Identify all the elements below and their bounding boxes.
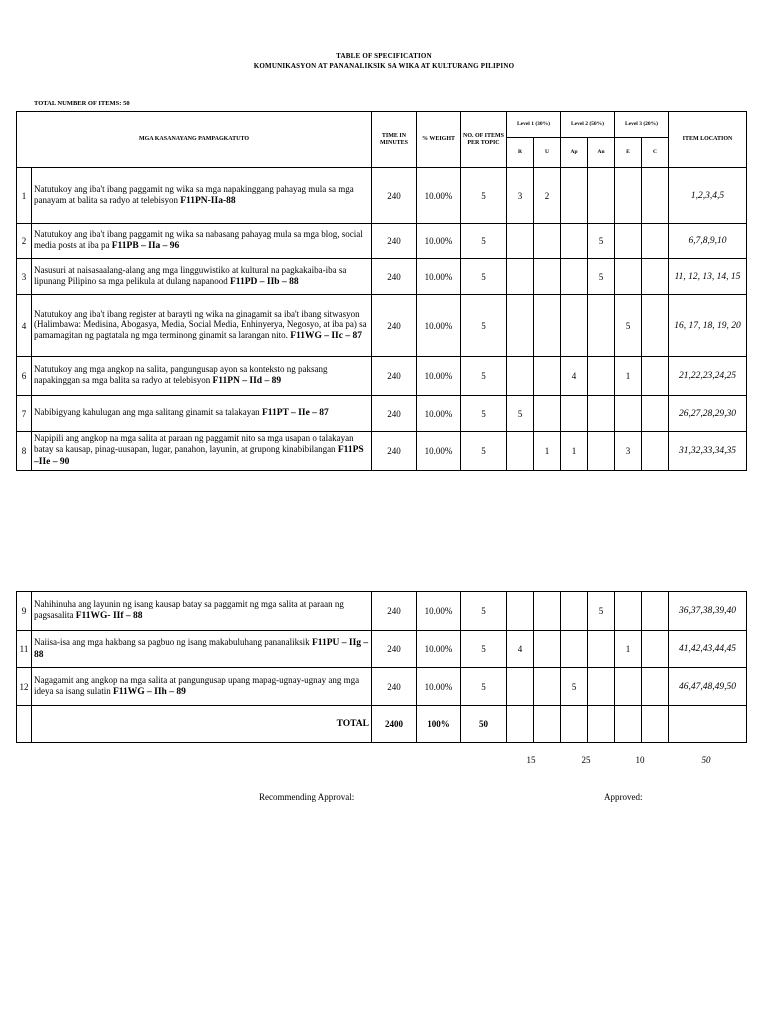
level-r-cell	[507, 295, 534, 357]
header-c: C	[642, 138, 669, 168]
level-c-cell	[642, 631, 669, 668]
competency-cell	[32, 295, 372, 357]
items-cell: 5	[461, 668, 507, 706]
items-cell: 5	[461, 357, 507, 396]
time-cell: 240	[372, 396, 417, 432]
level-e-cell	[615, 168, 642, 224]
competency-text: Nasusuri at naisasaalang-alang ang mga lingguwistiko at kultural na pagkakaiba-iba sa lipunang Pilipino sa mga pelikula at dulang napanood	[34, 264, 347, 286]
level-u-cell	[534, 592, 561, 631]
level-u-cell	[534, 631, 561, 668]
level-c-cell	[642, 168, 669, 224]
competency-code: F11WG- IIf – 88	[75, 611, 143, 622]
level-an-cell: 5	[588, 259, 615, 295]
weight-cell: 10.00%	[417, 396, 461, 432]
level-ap-cell	[561, 592, 588, 631]
competency-code: F11PT – IIe – 87	[261, 408, 329, 419]
items-cell: 5	[461, 295, 507, 357]
level-an-cell: 5	[588, 224, 615, 259]
items-cell: 5	[461, 631, 507, 668]
level-e-cell: 1	[615, 631, 642, 668]
total-number-of-items: TOTAL NUMBER OF ITEMS: 50	[34, 100, 130, 107]
level-ap-cell	[561, 295, 588, 357]
level-an-cell	[588, 396, 615, 432]
time-cell: 240	[372, 168, 417, 224]
level-ap-cell	[561, 168, 588, 224]
level-an-cell	[588, 168, 615, 224]
document-title: TABLE OF SPECIFICATION	[336, 52, 432, 60]
level-e-cell	[615, 224, 642, 259]
level-c-cell	[642, 224, 669, 259]
row-number: 1	[17, 168, 32, 224]
header-u: U	[534, 138, 561, 168]
row-number: 7	[17, 396, 32, 432]
total-label: TOTAL	[32, 706, 372, 743]
item-location-cell: 26,27,28,29,30	[669, 396, 747, 432]
table-row	[17, 295, 747, 357]
level-an-cell	[588, 432, 615, 471]
totals-row	[17, 706, 747, 743]
weight-cell: 10.00%	[417, 224, 461, 259]
weight-cell: 10.00%	[417, 432, 461, 471]
sum-total: 50	[701, 755, 711, 765]
row-number: 4	[17, 295, 32, 357]
level-c-cell	[642, 357, 669, 396]
competency-cell	[32, 357, 372, 396]
level-an-cell	[588, 668, 615, 706]
header-level2: Level 2 (50%)	[561, 112, 615, 138]
level-r-cell: 4	[507, 631, 534, 668]
weight-cell: 10.00%	[417, 631, 461, 668]
competency-code: F11PN – IId – 89	[212, 376, 282, 387]
table-row	[17, 168, 747, 224]
time-cell: 240	[372, 631, 417, 668]
time-cell: 240	[372, 259, 417, 295]
level-c-cell	[642, 592, 669, 631]
row-number: 12	[17, 668, 32, 706]
item-location-cell: 21,22,23,24,25	[669, 357, 747, 396]
sum-level3: 10	[635, 755, 645, 765]
competency-text: Natutukoy ang iba't ibang paggamit ng wika sa nabasang pahayag mula sa mga blog, social media posts at iba pa	[34, 229, 363, 251]
competency-cell	[32, 668, 372, 706]
level-c-cell	[642, 396, 669, 432]
level-e-cell: 1	[615, 357, 642, 396]
time-cell: 240	[372, 295, 417, 357]
sum-level1: 15	[526, 755, 536, 765]
competency-code: F11PS –IIe – 90	[34, 445, 364, 468]
total-time: 2400	[372, 706, 417, 743]
row-number: 2	[17, 224, 32, 259]
header-time: TIME IN MINUTES	[372, 112, 417, 168]
level-e-cell	[615, 668, 642, 706]
level-an-cell	[588, 631, 615, 668]
level-e-cell	[615, 396, 642, 432]
weight-cell: 10.00%	[417, 259, 461, 295]
competency-code: F11PN-IIa-88	[180, 195, 236, 206]
competency-code: F11PB – IIa – 96	[111, 241, 180, 252]
items-cell: 5	[461, 432, 507, 471]
item-location-cell: 6,7,8,9,10	[669, 224, 747, 259]
competency-cell	[32, 396, 372, 432]
competency-text: Nahihinuha ang layunin ng isang kausap batay sa paggamit ng mga salita at paraan ng pagsasalita	[34, 599, 344, 621]
weight-cell: 10.00%	[417, 295, 461, 357]
competency-text: Napipili ang angkop na mga salita at paraan ng paggamit nito sa mga usapan o talakayan batay sa kausap, pinag-uusapan, lugar, panahon, layunin, at grupong kinabibilangan	[34, 433, 354, 454]
weight-cell: 10.00%	[417, 592, 461, 631]
approved-label: Approved:	[604, 792, 643, 802]
level-c-cell	[642, 432, 669, 471]
level-u-cell	[534, 295, 561, 357]
header-an: An	[588, 138, 615, 168]
table-row	[17, 259, 747, 295]
total-weight: 100%	[417, 706, 461, 743]
header-items: NO. OF ITEMS PER TOPIC	[461, 112, 507, 168]
weight-cell: 10.00%	[417, 668, 461, 706]
header-e: E	[615, 138, 642, 168]
level-c-cell	[642, 259, 669, 295]
competency-cell	[32, 224, 372, 259]
row-number: 11	[17, 631, 32, 668]
level-r-cell	[507, 224, 534, 259]
competency-code: F11PD – IIb – 88	[229, 276, 299, 287]
level-c-cell	[642, 668, 669, 706]
item-location-cell: 36,37,38,39,40	[669, 592, 747, 631]
level-u-cell	[534, 259, 561, 295]
competency-cell	[32, 631, 372, 668]
level-r-cell	[507, 592, 534, 631]
items-cell: 5	[461, 168, 507, 224]
level-ap-cell	[561, 631, 588, 668]
weight-cell: 10.00%	[417, 168, 461, 224]
competency-text: Natutukoy ang mga angkop na salita, pangungusap ayon sa konteksto ng paksang napakinggan sa mga balita sa radyo at telebisyon	[34, 364, 328, 386]
competency-cell	[32, 168, 372, 224]
level-ap-cell: 1	[561, 432, 588, 471]
items-cell: 5	[461, 396, 507, 432]
items-cell: 5	[461, 224, 507, 259]
level-e-cell	[615, 592, 642, 631]
recommending-approval-label: Recommending Approval:	[259, 792, 355, 802]
competency-cell	[32, 592, 372, 631]
level-ap-cell: 5	[561, 668, 588, 706]
table-row	[17, 668, 747, 706]
weight-cell: 10.00%	[417, 357, 461, 396]
level-ap-cell	[561, 259, 588, 295]
level-r-cell	[507, 357, 534, 396]
level-u-cell	[534, 668, 561, 706]
competency-text: Natutukoy ang iba't ibang register at barayti ng wika na ginagamit sa iba't ibang sitwasyon (Halimbawa: Medisina, Abogasya, Media, Social Media, Enhinyerya, Negosyo, at iba pa) sa pamamagitan ng pagtatala ng mga terminong ginamit sa larangan nito.	[34, 308, 367, 341]
level-ap-cell	[561, 224, 588, 259]
header-ap: Ap	[561, 138, 588, 168]
level-u-cell: 1	[534, 432, 561, 471]
level-an-cell	[588, 295, 615, 357]
level-u-cell	[534, 357, 561, 396]
competency-text: Nabibigyang kahulugan ang mga salitang ginamit sa talakayan	[34, 407, 260, 418]
specification-table-top	[16, 111, 747, 471]
table-row	[17, 631, 747, 668]
row-number: 6	[17, 357, 32, 396]
time-cell: 240	[372, 432, 417, 471]
table-row	[17, 432, 747, 471]
table-row	[17, 224, 747, 259]
header-competency: MGA KASANAYANG PAMPAGKATUTO	[17, 112, 372, 168]
level-an-cell: 5	[588, 592, 615, 631]
competency-code: F11PU – IIg – 88	[34, 637, 369, 660]
table-row	[17, 592, 747, 631]
item-location-cell: 16, 17, 18, 19, 20	[669, 295, 747, 357]
item-location-cell: 41,42,43,44,45	[669, 631, 747, 668]
level-ap-cell: 4	[561, 357, 588, 396]
competency-cell	[32, 432, 372, 471]
level-r-cell: 5	[507, 396, 534, 432]
header-item-location: ITEM LOCATION	[669, 112, 747, 168]
item-location-cell: 11, 12, 13, 14, 15	[669, 259, 747, 295]
competency-cell	[32, 259, 372, 295]
level-e-cell: 3	[615, 432, 642, 471]
level-u-cell: 2	[534, 168, 561, 224]
competency-text: Naiisa-isa ang mga hakbang sa pagbuo ng isang makabuluhang pananaliksik	[34, 636, 310, 647]
competency-text: Nagagamit ang angkop na mga salita at pangungusap upang mapag-ugnay-ugnay ang mga ideya sa isang sulatin	[34, 674, 360, 696]
item-location-cell: 46,47,48,49,50	[669, 668, 747, 706]
item-location-cell: 1,2,3,4,5	[669, 168, 747, 224]
level-c-cell	[642, 295, 669, 357]
time-cell: 240	[372, 357, 417, 396]
competency-code: F11WG – IIh – 89	[112, 686, 186, 697]
header-weight: % WEIGHT	[417, 112, 461, 168]
items-cell: 5	[461, 592, 507, 631]
items-cell: 5	[461, 259, 507, 295]
level-u-cell	[534, 224, 561, 259]
level-u-cell	[534, 396, 561, 432]
header-level1: Level 1 (30%)	[507, 112, 561, 138]
time-cell: 240	[372, 224, 417, 259]
level-r-cell	[507, 432, 534, 471]
level-r-cell	[507, 668, 534, 706]
document-subtitle: KOMUNIKASYON AT PANANALIKSIK SA WIKA AT KULTURANG PILIPINO	[253, 62, 515, 70]
item-location-cell: 31,32,33,34,35	[669, 432, 747, 471]
row-number: 3	[17, 259, 32, 295]
table-row	[17, 357, 747, 396]
competency-text: Natutukoy ang iba't ibang paggamit ng wika sa mga napakinggang pahayag mula sa mga panayam at balita sa radyo at telebisyon	[34, 183, 354, 205]
specification-table-bottom	[16, 591, 747, 743]
header-level3: Level 3 (20%)	[615, 112, 669, 138]
level-r-cell: 3	[507, 168, 534, 224]
total-items: 50	[461, 706, 507, 743]
time-cell: 240	[372, 592, 417, 631]
table-row	[17, 396, 747, 432]
level-r-cell	[507, 259, 534, 295]
row-number: 9	[17, 592, 32, 631]
level-e-cell: 5	[615, 295, 642, 357]
level-ap-cell	[561, 396, 588, 432]
row-number: 8	[17, 432, 32, 471]
level-an-cell	[588, 357, 615, 396]
level-e-cell	[615, 259, 642, 295]
sum-level2: 25	[581, 755, 591, 765]
header-r: R	[507, 138, 534, 168]
time-cell: 240	[372, 668, 417, 706]
competency-code: F11WG – IIc – 87	[290, 331, 362, 342]
